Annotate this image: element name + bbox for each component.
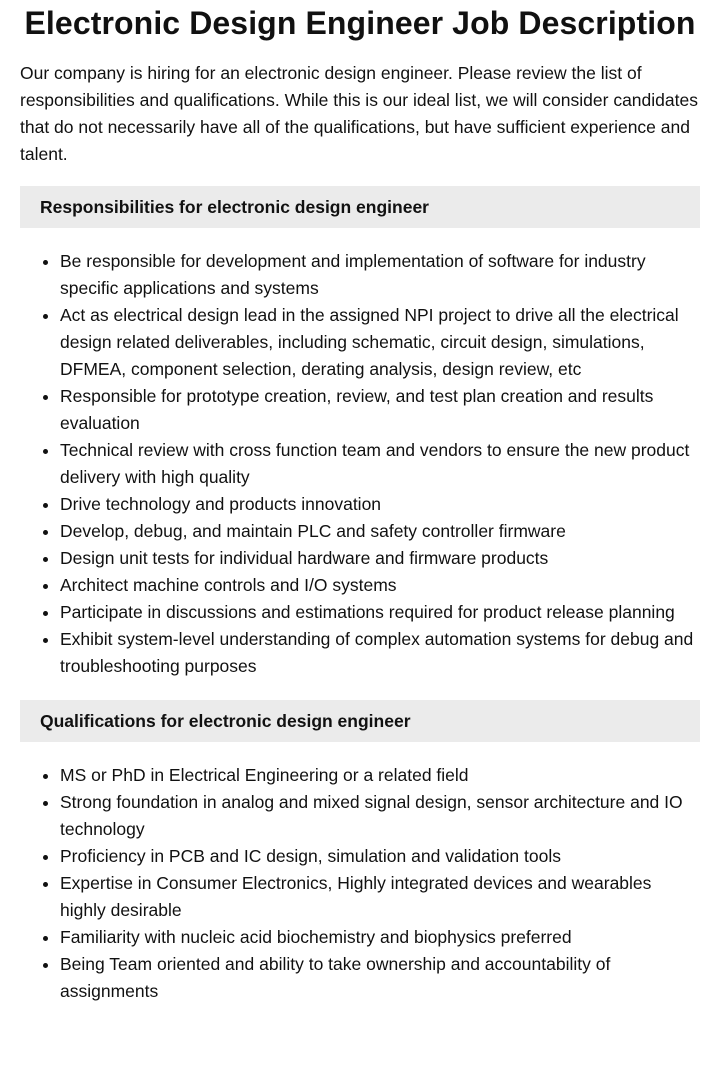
qualifications-list [20,762,700,1005]
list-item: • Exhibit system-level understanding of complex automation systems for debug and troubleshooting purposes [60,626,700,680]
list-item: • Expertise in Consumer Electronics, Highly integrated devices and wearables highly desirable [60,870,700,924]
list-item: • Participate in discussions and estimations required for product release planning [60,599,700,626]
list-item: • Develop, debug, and maintain PLC and safety controller firmware [60,518,700,545]
list-item: • Proficiency in PCB and IC design, simulation and validation tools [60,843,700,870]
responsibilities-list [20,248,700,680]
qualifications-heading: Qualifications for electronic design engineer [20,700,700,742]
list-item: • Familiarity with nucleic acid biochemistry and biophysics preferred [60,924,700,951]
intro-paragraph: Our company is hiring for an electronic design engineer. Please review the list of responsibilities and qualifications. While this is our ideal list, we will consider candidates that do not necessarily have all of the qualifications, but have sufficient experience and talent. [20,63,698,164]
list-item: • Drive technology and products innovation [60,491,700,518]
list-item: • Design unit tests for individual hardware and firmware products [60,545,700,572]
list-item: • Being Team oriented and ability to take ownership and accountability of assignments [60,951,700,1005]
list-item: • Responsible for prototype creation, review, and test plan creation and results evaluation [60,383,700,437]
list-item: • Architect machine controls and I/O systems [60,572,700,599]
list-item: • Strong foundation in analog and mixed signal design, sensor architecture and IO technology [60,789,700,843]
list-item: • Be responsible for development and implementation of software for industry specific applications and systems [60,248,700,302]
list-item: • MS or PhD in Electrical Engineering or a related field [60,762,700,789]
list-item: • Act as electrical design lead in the assigned NPI project to drive all the electrical design related deliverables, including schematic, circuit design, simulations, DFMEA, component selection, derating analysis, design review, etc [60,302,700,383]
list-item: • Technical review with cross function team and vendors to ensure the new product delivery with high quality [60,437,700,491]
page-title: Electronic Design Engineer Job Description [24,5,696,41]
responsibilities-heading: Responsibilities for electronic design engineer [20,186,700,228]
